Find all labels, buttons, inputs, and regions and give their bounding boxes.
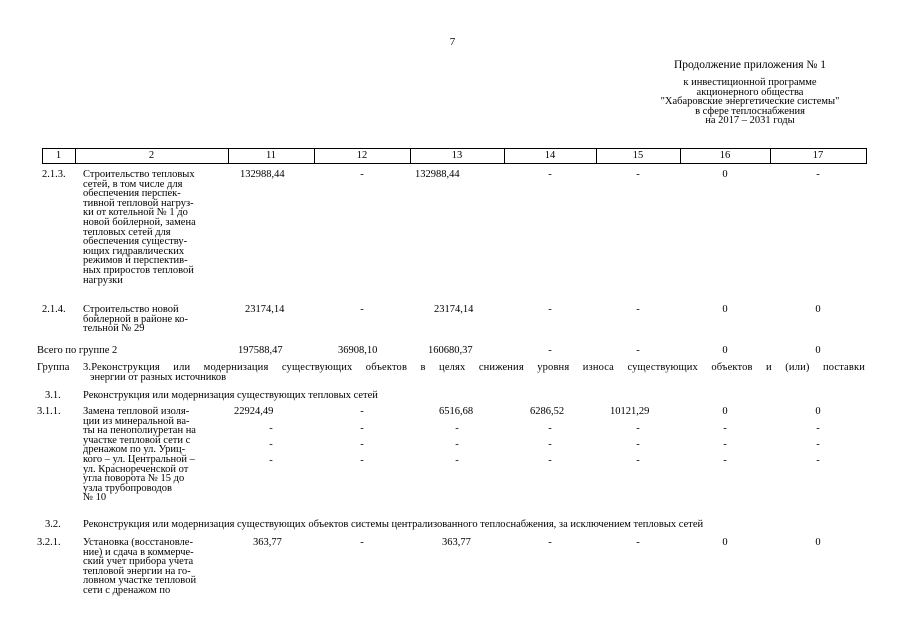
desc-line: Установка (восстановле- <box>83 537 193 548</box>
desc-line: ние) и сдача в коммерче- <box>83 546 194 558</box>
cell-col12: - <box>360 406 364 417</box>
cell-col15: - <box>636 423 640 434</box>
column-header: 12 <box>356 150 368 161</box>
desc-line: бойлерной в районе ко- <box>83 313 189 325</box>
appendix-title: Продолжение приложения № 1 <box>673 59 827 71</box>
cell-col16: 0 <box>722 169 728 180</box>
cell-col15: - <box>636 304 640 315</box>
cell-col16: 0 <box>722 406 728 417</box>
desc-line: режимов и перспектив- <box>83 255 188 267</box>
cell-col17: - <box>816 169 820 180</box>
row-description <box>83 305 188 334</box>
cell-col13: 363,77 <box>442 537 471 548</box>
desc-line: участке тепловой сети с <box>83 434 191 446</box>
cell-col14: 6286,52 <box>530 406 565 417</box>
row-number: 3.2.1. <box>37 537 61 548</box>
desc-line: сети с дренажом по <box>83 584 171 596</box>
cell-col14: - <box>548 345 552 356</box>
cell-col15: 10121,29 <box>610 406 650 417</box>
desc-line: обеспечения существу- <box>83 236 188 248</box>
desc-line: ул. Краснореченской от <box>83 463 189 475</box>
cell-col14: - <box>548 537 552 548</box>
desc-line: новой бойлерной, замена <box>83 216 196 228</box>
cell-col12: - <box>360 439 364 450</box>
cell-col14: - <box>548 439 552 450</box>
desc-line: кого – ул. Центральной – <box>83 453 195 465</box>
page-number: 7 <box>449 36 456 48</box>
column-header: 1 <box>55 150 62 161</box>
cell-col13: 23174,14 <box>434 304 474 315</box>
cell-col16: - <box>723 455 727 466</box>
column-header: 14 <box>544 150 556 161</box>
row-description <box>83 407 196 503</box>
column-header: 11 <box>265 150 277 161</box>
cell-col11: 22924,49 <box>234 406 274 417</box>
cell-col14: - <box>548 169 552 180</box>
cell-col17: - <box>816 455 820 466</box>
desc-line: Замена тепловой изоля- <box>83 406 190 417</box>
desc-line: дренажом по ул. Уриц- <box>83 444 186 456</box>
cell-col13: 6516,68 <box>439 406 474 417</box>
desc-line: узла трубопроводов <box>83 482 172 494</box>
cell-col17: 0 <box>815 304 821 315</box>
desc-line: тепловых сетей для <box>83 226 171 238</box>
desc-line: угла поворота № 15 до <box>83 473 185 485</box>
cell-col13: 160680,37 <box>428 345 473 356</box>
column-header: 2 <box>148 150 155 161</box>
desc-line: ский учет прибора учета <box>83 556 194 568</box>
cell-col17: 0 <box>815 345 821 356</box>
cell-col13: - <box>455 439 459 450</box>
row-number: 2.1.4. <box>42 304 66 315</box>
column-divider <box>866 148 867 163</box>
group-heading-line: энергии от разных источников <box>90 372 227 383</box>
cell-col13: - <box>455 455 459 466</box>
cell-col16: 0 <box>722 345 728 356</box>
column-header: 16 <box>719 150 731 161</box>
cell-col17: - <box>816 423 820 434</box>
cell-col12: 36908,10 <box>338 345 378 356</box>
appendix-line: в сфере теплоснабжения <box>695 105 805 117</box>
cell-col14: - <box>548 304 552 315</box>
cell-col15: - <box>636 455 640 466</box>
cell-col15: - <box>636 537 640 548</box>
cell-col17: - <box>816 439 820 450</box>
desc-line: № 10 <box>83 492 107 504</box>
section-title: Реконструкция или модернизация существующих тепловых сетей <box>83 390 378 401</box>
appendix-line: акционерного общества <box>696 86 804 98</box>
cell-col12: - <box>360 537 364 548</box>
cell-col12: - <box>360 423 364 434</box>
cell-col16: 0 <box>722 304 728 315</box>
cell-col17: 0 <box>815 406 821 417</box>
section-title: Реконструкция или модернизация существующих объектов системы централизованного теплоснабжения, за исключением тепловых сетей <box>83 519 704 530</box>
desc-line: ющих гидравлических <box>83 245 185 257</box>
desc-line: сетей, в том числе для <box>83 178 183 190</box>
cell-col11: 132988,44 <box>240 169 285 180</box>
section-number: 3.1. <box>45 390 61 401</box>
cell-col11: 363,77 <box>253 537 282 548</box>
appendix-subtitle <box>640 78 860 126</box>
row-number: 3.1.1. <box>37 406 61 417</box>
cell-col15: - <box>636 169 640 180</box>
cell-col11: 23174,14 <box>245 304 285 315</box>
appendix-line: "Хабаровские энергетические системы" <box>660 96 840 108</box>
column-header: 17 <box>812 150 824 161</box>
row-description <box>83 538 196 596</box>
desc-line: ции из минеральной ва- <box>83 415 190 427</box>
appendix-line: к инвестиционной программе <box>683 77 817 88</box>
desc-line: тельной № 29 <box>83 323 145 335</box>
appendix-line: на 2017 – 2031 годы <box>705 115 795 127</box>
cell-col16: - <box>723 439 727 450</box>
desc-line: тивной тепловой нагруз- <box>83 197 194 209</box>
section-number: 3.2. <box>45 519 61 530</box>
cell-col14: - <box>548 423 552 434</box>
desc-line: тепловой энергии на го- <box>83 565 191 577</box>
desc-line: ки от котельной № 1 до <box>83 207 188 219</box>
desc-line: ты на пенополиуретан на <box>83 425 196 437</box>
column-header: 13 <box>451 150 463 161</box>
total-label: Всего по группе 2 <box>37 345 118 356</box>
cell-col17: 0 <box>815 537 821 548</box>
cell-col16: - <box>723 423 727 434</box>
group-heading-line: Группа 3.Реконструкция или модернизация существующих объектов в целях снижения уровня износа существующих объектов и (или) поставки <box>37 362 865 373</box>
cell-col14: - <box>548 455 552 466</box>
cell-col11: 197588,47 <box>238 345 283 356</box>
cell-col15: - <box>636 345 640 356</box>
cell-col12: - <box>360 455 364 466</box>
row-number: 2.1.3. <box>42 169 66 180</box>
cell-col12: - <box>360 304 364 315</box>
cell-col11: - <box>269 423 273 434</box>
desc-line: Строительство тепловых <box>83 169 195 180</box>
cell-col11: - <box>269 439 273 450</box>
desc-line: ловном участке тепловой <box>83 575 197 587</box>
desc-line: нагрузки <box>83 274 123 286</box>
desc-line: ных приростов тепловой <box>83 264 194 276</box>
header-bottom-rule <box>42 163 867 164</box>
cell-col13: 132988,44 <box>415 169 460 180</box>
cell-col13: - <box>455 423 459 434</box>
desc-line: обеспечения перспек- <box>83 188 181 200</box>
cell-col15: - <box>636 439 640 450</box>
cell-col16: 0 <box>722 537 728 548</box>
desc-line: Строительство новой <box>83 304 179 315</box>
cell-col11: - <box>269 455 273 466</box>
column-header: 15 <box>632 150 644 161</box>
cell-col12: - <box>360 169 364 180</box>
header-top-rule <box>42 148 867 149</box>
row-description <box>83 170 196 285</box>
